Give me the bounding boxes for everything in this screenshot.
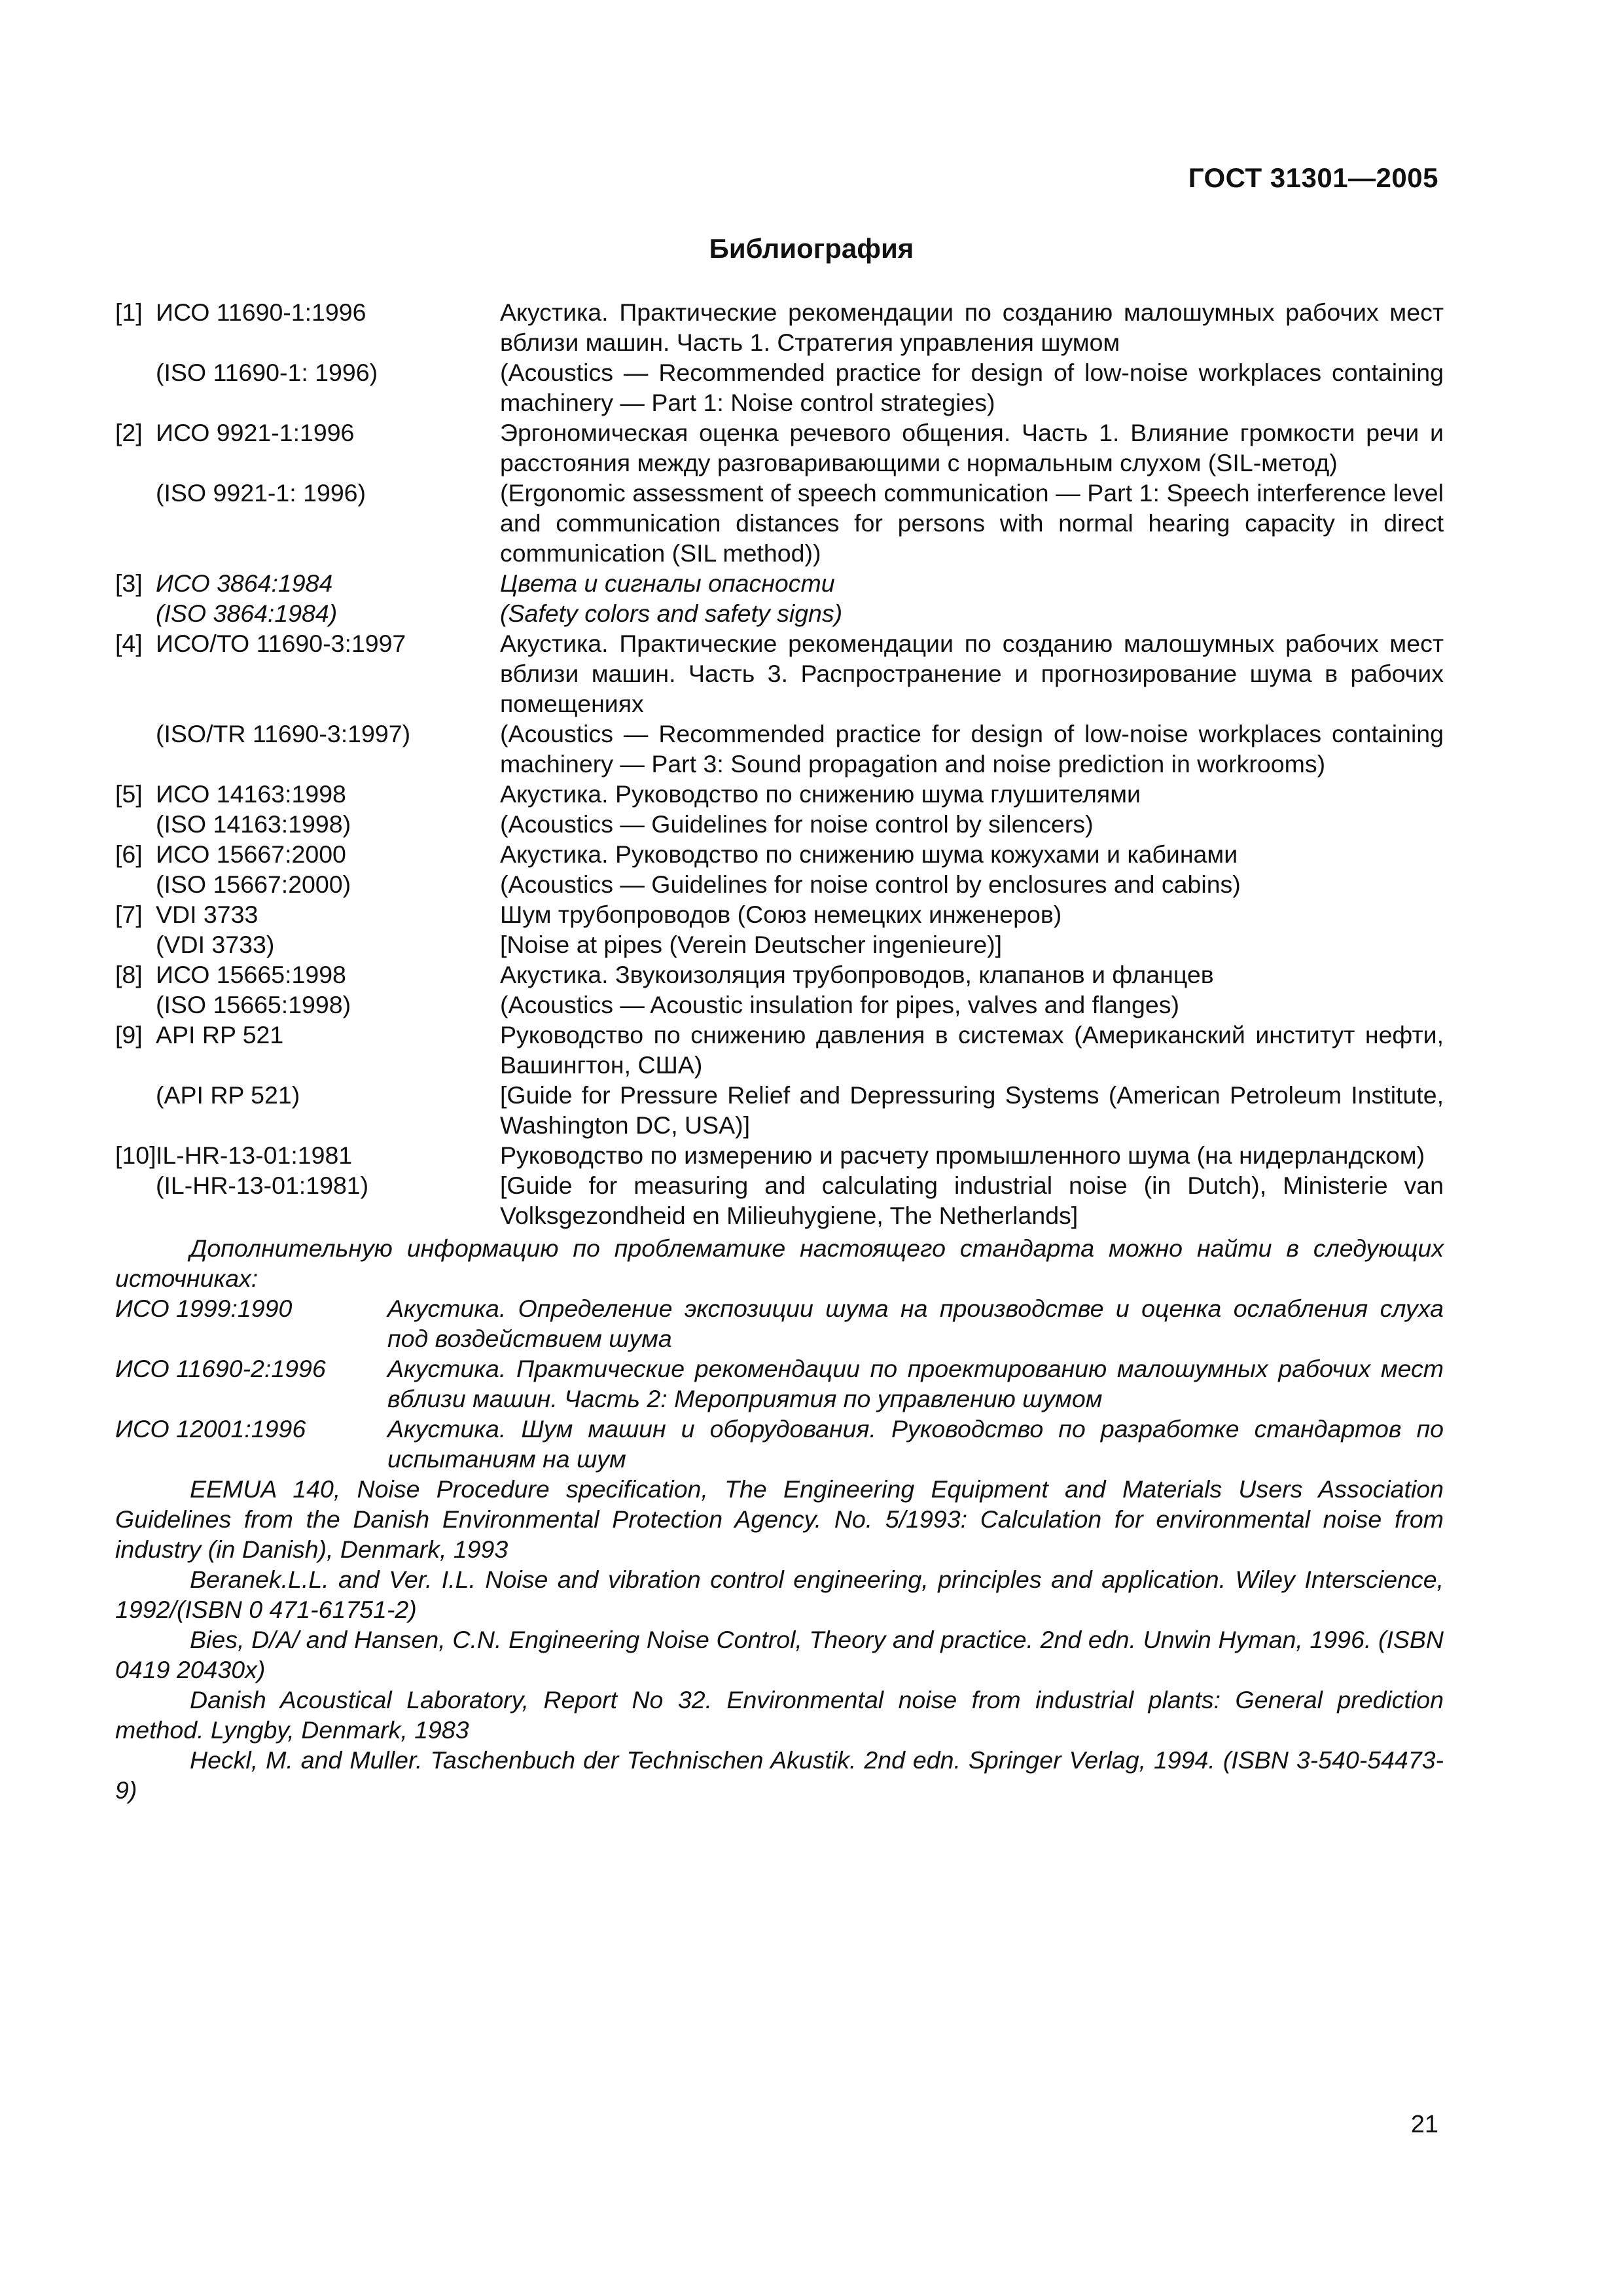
source-code: ИСО 12001:1996: [115, 1415, 306, 1443]
entry-number: [4]: [115, 630, 143, 657]
entry-description: [Guide for Pressure Relief and Depressuring Systems (American Petroleum Institute, Washington DC, USA)]: [500, 1081, 1444, 1139]
standard-sources: [115, 1293, 1444, 1474]
literature-item: Danish Acoustical Laboratory, Report No 32. Environmental noise from industrial plants: General prediction method. Lyngby, Denmark, 1983: [115, 1686, 1444, 1744]
entry-reference: (VDI 3733): [156, 931, 275, 958]
bibliography-entry: [115, 779, 1444, 809]
bibliography-entry: [115, 899, 1444, 929]
source-title: Акустика. Практические рекомендации по проектированию малошумных рабочих мест вблизи машин. Часть 2: Мероприятия по управлению шумом: [387, 1355, 1444, 1412]
literature-item: Bies, D/A/ and Hansen, C.N. Engineering Noise Control, Theory and practice. 2nd edn. Unwin Hyman, 1996. (ISBN 0419 20430x): [115, 1626, 1444, 1683]
entry-reference: (ISO 3864:1984): [156, 600, 338, 627]
section-title: Библиография: [709, 233, 914, 264]
literature-item: EEMUA 140, Noise Procedure specification, The Engineering Equipment and Materials Users Association Guidelines from the Danish Environmental Protection Agency. No. 5/1993: Calculation for environmental noise from industry (in Danish), Denmark, 1993: [115, 1475, 1444, 1563]
bibliography-entry: [115, 809, 1444, 839]
page-number: 21: [1410, 2111, 1438, 2138]
bibliography-entry: [115, 960, 1444, 990]
entry-reference: ИСО 14163:1998: [156, 780, 346, 808]
entry-number: [5]: [115, 780, 143, 808]
entry-reference: ИСО/ТО 11690-3:1997: [156, 630, 406, 657]
entry-reference: (ISO 9921-1: 1996): [156, 479, 366, 507]
entry-description: (Ergonomic assessment of speech communication — Part 1: Speech interference level and communication distances for persons with normal hearing capacity in direct communication (SIL method)): [500, 479, 1444, 567]
bibliography-entry: [115, 929, 1444, 960]
entry-reference: API RP 521: [156, 1021, 284, 1049]
bibliography-entry: [115, 598, 1444, 628]
entry-reference: (API RP 521): [156, 1081, 300, 1109]
entry-description: Акустика. Практические рекомендации по созданию малошумных рабочих мест вблизи машин. Часть 1. Стратегия управления шумом: [500, 298, 1444, 356]
source-title: Акустика. Шум машин и оборудования. Руководство по разработке стандартов по испытаниям на шум: [387, 1415, 1444, 1473]
source-code: ИСО 11690-2:1996: [115, 1355, 326, 1382]
bibliography-entry: [115, 869, 1444, 899]
entry-description: (Acoustics — Guidelines for noise control by silencers): [500, 810, 1094, 838]
source-title: Акустика. Определение экспозиции шума на производстве и оценка ослабления слуха под воздействием шума: [387, 1295, 1444, 1352]
entry-number: [1]: [115, 298, 143, 326]
source-entry: [115, 1354, 1444, 1414]
bibliography-entry: [115, 568, 1444, 598]
entry-description: Руководство по измерению и расчету промышленного шума (на нидерландском): [500, 1141, 1425, 1169]
literature-item: Beranek.L.L. and Ver. I.L. Noise and vibration control engineering, principles and application. Wiley Interscience, 1992/(ISBN 0 471-61751-2): [115, 1566, 1444, 1623]
bibliography-entry: [115, 297, 1444, 357]
entry-reference: (ISO 14163:1998): [156, 810, 351, 838]
entry-reference: (ISO 11690-1: 1996): [156, 359, 378, 386]
bibliography-entry: [115, 1080, 1444, 1140]
entry-description: (Acoustics — Recommended practice for design of low-noise workplaces containing machinery — Part 1: Noise control strategies): [500, 359, 1444, 416]
entry-reference: (IL-HR-13-01:1981): [156, 1172, 369, 1199]
entry-number: [6]: [115, 840, 143, 868]
entry-number: [10]: [115, 1141, 156, 1169]
entry-description: Акустика. Руководство по снижению шума кожухами и кабинами: [500, 840, 1238, 868]
additional-intro: Дополнительную информацию по проблематике настоящего стандарта можно найти в следующих источниках:: [115, 1234, 1444, 1292]
bibliography-entry: [115, 990, 1444, 1020]
bibliography-entry: [115, 418, 1444, 478]
bibliography-entry: [115, 357, 1444, 418]
entry-reference: (ISO 15665:1998): [156, 991, 351, 1018]
entry-reference: ИСО 3864:1984: [156, 569, 333, 597]
entry-description: Акустика. Практические рекомендации по созданию малошумных рабочих мест вблизи машин. Часть 3. Распространение и прогнозирование шума в рабочих помещениях: [500, 630, 1444, 717]
literature-list: [115, 1474, 1444, 1805]
bibliography-entry: [115, 628, 1444, 719]
entry-description: Акустика. Звукоизоляция трубопроводов, клапанов и фланцев: [500, 961, 1214, 988]
entry-reference: ИСО 9921-1:1996: [156, 419, 355, 446]
bibliography-entry: [115, 1140, 1444, 1170]
entry-description: [Noise at pipes (Verein Deutscher ingenieure)]: [500, 931, 1003, 958]
entry-description: Руководство по снижению давления в системах (Американский институт нефти, Вашингтон, США): [500, 1021, 1444, 1079]
entry-reference: ИСО 15667:2000: [156, 840, 346, 868]
source-entry: [115, 1414, 1444, 1474]
entry-reference: IL-HR-13-01:1981: [156, 1141, 353, 1169]
bibliography-entry: [115, 719, 1444, 779]
entry-number: [2]: [115, 419, 143, 446]
document-code: ГОСТ 31301—2005: [1188, 162, 1438, 193]
entry-reference: ИСО 11690-1:1996: [156, 298, 366, 326]
bibliography-list: [115, 297, 1444, 1230]
entry-description: (Acoustics — Recommended practice for design of low-noise workplaces containing machinery — Part 3: Sound propagation and noise prediction in workrooms): [500, 720, 1444, 778]
bibliography-entry: [115, 478, 1444, 568]
entry-description: (Acoustics — Acoustic insulation for pipes, valves and flanges): [500, 991, 1180, 1018]
bibliography-entry: [115, 1020, 1444, 1080]
bibliography-entry: [115, 1170, 1444, 1230]
entry-description: (Acoustics — Guidelines for noise control by enclosures and cabins): [500, 870, 1241, 898]
entry-reference: VDI 3733: [156, 901, 259, 928]
entry-number: [9]: [115, 1021, 143, 1049]
entry-description: (Safety colors and safety signs): [500, 600, 843, 627]
entry-description: Эргономическая оценка речевого общения. Часть 1. Влияние громкости речи и расстояния между разговаривающими с нормальным слухом (SIL-метод): [500, 419, 1444, 476]
entry-reference: (ISO 15667:2000): [156, 870, 351, 898]
bibliography-entry: [115, 839, 1444, 869]
entry-description: Цвета и сигналы опасности: [500, 569, 835, 597]
additional-sources: [115, 1233, 1444, 1805]
source-entry: [115, 1293, 1444, 1354]
entry-number: [3]: [115, 569, 143, 597]
entry-description: Акустика. Руководство по снижению шума глушителями: [500, 780, 1141, 808]
entry-description: [Guide for measuring and calculating industrial noise (in Dutch), Ministerie van Volksgezondheid en Milieuhygiene, The Netherlands]: [500, 1172, 1444, 1229]
entry-reference: (ISO/TR 11690-3:1997): [156, 720, 411, 747]
source-code: ИСО 1999:1990: [115, 1295, 293, 1322]
entry-number: [7]: [115, 901, 143, 928]
entry-reference: ИСО 15665:1998: [156, 961, 346, 988]
entry-number: [8]: [115, 961, 143, 988]
entry-description: Шум трубопроводов (Союз немецких инженеров): [500, 901, 1062, 928]
literature-item: Heckl, M. and Muller. Taschenbuch der Technischen Akustik. 2nd edn. Springer Verlag, 1994. (ISBN 3-540-54473-9): [115, 1746, 1444, 1804]
